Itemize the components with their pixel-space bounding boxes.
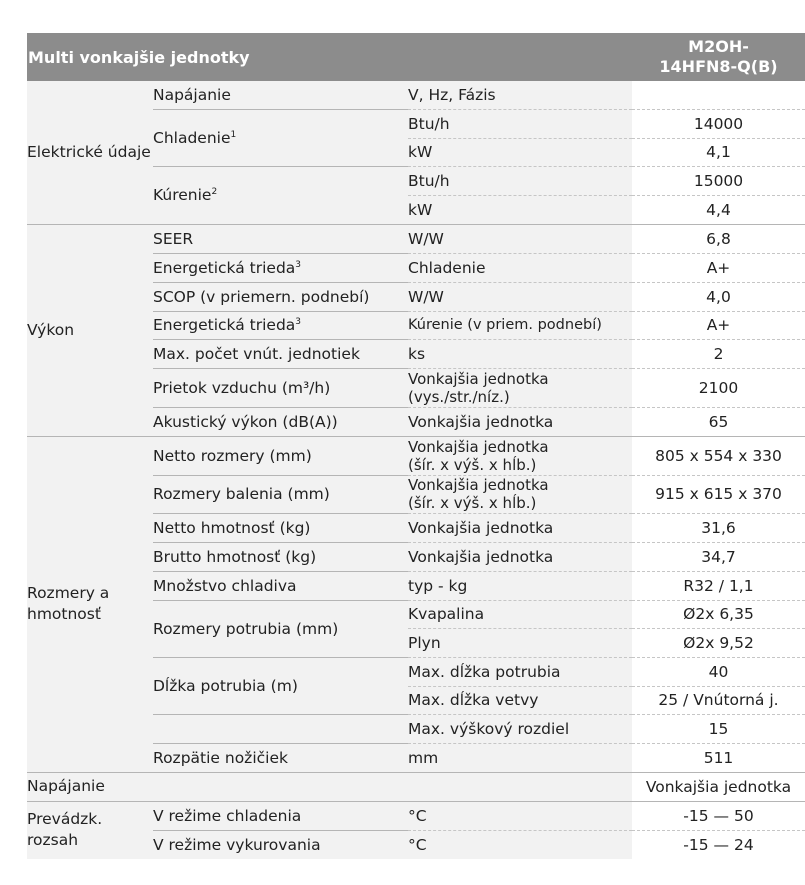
table-row <box>27 801 805 830</box>
table-row <box>27 772 805 801</box>
model-line1: M2OH- <box>688 37 749 56</box>
unit-feet-span: mm <box>408 743 632 772</box>
unit-pack-dims: Vonkajšia jednotka (šír. x výš. x hĺb.) <box>408 475 632 513</box>
unit-range-cool: °C <box>408 801 632 830</box>
param-cooling: Chladenie$^1$ <box>153 109 408 166</box>
group-operating-range: Prevádzk. rozsah <box>27 801 153 859</box>
value-cooling-btu: 14000 <box>632 109 805 138</box>
spec-table <box>27 33 805 859</box>
unit-pipe-max-length: Max. dĺžka potrubia <box>408 657 632 686</box>
unit-net-dims: Vonkajšia jednotka (šír. x výš. x hĺb.) <box>408 436 632 475</box>
value-energy-class-cool: A+ <box>632 253 805 282</box>
value-max-indoor: 2 <box>632 339 805 368</box>
table-header <box>27 33 805 81</box>
unit-scop: W/W <box>408 282 632 311</box>
unit-sound-power: Vonkajšia jednotka <box>408 407 632 436</box>
table-title: Multi vonkajšie jednotky <box>27 33 632 81</box>
value-pipe-liquid: Ø2x 6,35 <box>632 600 805 628</box>
param-energy-class-cool: Energetická trieda$^3$ <box>153 253 408 282</box>
value-pipe-max-length: 40 <box>632 657 805 686</box>
param-range-heat: V režime vykurovania <box>153 830 408 859</box>
unit-range-heat: °C <box>408 830 632 859</box>
value-refrigerant: R32 / 1,1 <box>632 571 805 600</box>
value-scop: 4,0 <box>632 282 805 311</box>
param-pipe-length: Dĺžka potrubia (m) <box>153 657 408 714</box>
value-heating-btu: 15000 <box>632 166 805 195</box>
param-max-indoor: Max. počet vnút. jednotiek <box>153 339 408 368</box>
value-range-cool: -15 — 50 <box>632 801 805 830</box>
unit-gross-weight: Vonkajšia jednotka <box>408 542 632 571</box>
param-supply-empty <box>153 772 408 801</box>
value-seer: 6,8 <box>632 224 805 253</box>
param-pack-dims: Rozmery balenia (mm) <box>153 475 408 513</box>
value-power <box>632 81 805 109</box>
unit-heating-btu: Btu/h <box>408 166 632 195</box>
unit-net-weight: Vonkajšia jednotka <box>408 513 632 542</box>
param-airflow: Prietok vzduchu (m³/h) <box>153 368 408 407</box>
unit-refrigerant: typ - kg <box>408 571 632 600</box>
unit-pipe-liquid: Kvapalina <box>408 600 632 628</box>
value-supply: Vonkajšia jednotka <box>632 772 805 801</box>
value-net-weight: 31,6 <box>632 513 805 542</box>
value-energy-class-heat: A+ <box>632 311 805 339</box>
unit-energy-class-heat: Kúrenie (v priem. podnebí) <box>408 311 632 339</box>
unit-seer: W/W <box>408 224 632 253</box>
param-sound-power: Akustický výkon (dB(A)) <box>153 407 408 436</box>
group-electrical: Elektrické údaje <box>27 81 153 224</box>
param-feet-span: Rozpätie nožičiek <box>153 743 408 772</box>
param-gross-weight: Brutto hmotnosť (kg) <box>153 542 408 571</box>
value-cooling-kw: 4,1 <box>632 138 805 166</box>
table-row <box>27 81 805 109</box>
param-refrigerant: Množstvo chladiva <box>153 571 408 600</box>
unit-height-diff: Max. výškový rozdiel <box>408 714 632 743</box>
value-net-dims: 805 x 554 x 330 <box>632 436 805 475</box>
value-pipe-gas: Ø2x 9,52 <box>632 628 805 657</box>
unit-branch-max-length: Max. dĺžka vetvy <box>408 686 632 714</box>
group-performance: Výkon <box>27 224 153 436</box>
value-sound-power: 65 <box>632 407 805 436</box>
param-energy-class-heat: Energetická trieda$^3$ <box>153 311 408 339</box>
param-power: Napájanie <box>153 81 408 109</box>
param-pipe-dims: Rozmery potrubia (mm) <box>153 600 408 657</box>
param-heating: Kúrenie$^2$ <box>153 166 408 224</box>
value-airflow: 2100 <box>632 368 805 407</box>
unit-cooling-kw: kW <box>408 138 632 166</box>
model-name <box>632 33 805 81</box>
param-scop: SCOP (v priemern. podnebí) <box>153 282 408 311</box>
param-net-dims: Netto rozmery (mm) <box>153 436 408 475</box>
group-power-supply: Napájanie <box>27 772 153 801</box>
value-pack-dims: 915 x 615 x 370 <box>632 475 805 513</box>
unit-airflow: Vonkajšia jednotka (vys./str./níz.) <box>408 368 632 407</box>
param-range-cool: V režime chladenia <box>153 801 408 830</box>
unit-max-indoor: ks <box>408 339 632 368</box>
param-net-weight: Netto hmotnosť (kg) <box>153 513 408 542</box>
model-line2: 14HFN8-Q(B) <box>659 57 778 76</box>
unit-energy-class-cool: Chladenie <box>408 253 632 282</box>
value-branch-max-length: 25 / Vnútorná j. <box>632 686 805 714</box>
unit-pipe-gas: Plyn <box>408 628 632 657</box>
unit-supply-empty <box>408 772 632 801</box>
table-row <box>27 224 805 253</box>
param-height-diff <box>153 714 408 743</box>
value-range-heat: -15 — 24 <box>632 830 805 859</box>
group-dimensions: Rozmery a hmotnosť <box>27 436 153 772</box>
unit-heating-kw: kW <box>408 195 632 224</box>
value-gross-weight: 34,7 <box>632 542 805 571</box>
param-seer: SEER <box>153 224 408 253</box>
unit-cooling-btu: Btu/h <box>408 109 632 138</box>
value-heating-kw: 4,4 <box>632 195 805 224</box>
value-height-diff: 15 <box>632 714 805 743</box>
unit-power: V, Hz, Fázis <box>408 81 632 109</box>
value-feet-span: 511 <box>632 743 805 772</box>
table-row <box>27 436 805 475</box>
